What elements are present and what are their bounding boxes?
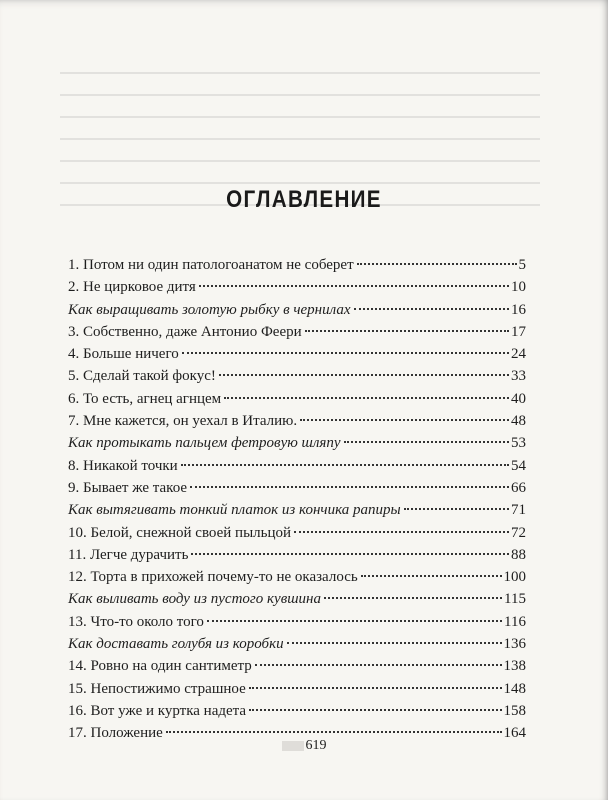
dot-leader [249,687,502,689]
dot-leader [300,419,509,421]
dot-leader [191,553,509,555]
toc-entry [68,633,526,655]
toc-entry [68,499,526,521]
dot-leader [207,620,502,622]
toc-entry-title: 9. Бывает же такое [68,479,188,496]
dot-leader [354,308,509,310]
toc-entry-title: Как выращивать золотую рыбку в чернилах [68,301,351,318]
toc-entry [68,544,526,566]
toc-entry-page: 100 [503,569,526,586]
toc-entry-page: 71 [511,502,526,519]
toc-entry [68,566,526,588]
toc-entry-page: 164 [503,725,526,742]
toc-entry-page: 10 [511,279,526,296]
dot-leader [404,508,509,510]
toc-entry-page: 5 [518,257,526,273]
dot-leader [324,597,502,599]
toc-entry [68,343,526,365]
toc-entry [68,254,526,276]
dot-leader [190,486,509,488]
toc-entry-title: 17. Положение [68,725,163,742]
toc-entry-title: 15. Непостижимо страшное [68,680,246,697]
toc-entry [68,655,526,677]
page-footer [0,738,608,754]
toc-entry [68,477,526,499]
toc-entry-title: 4. Больше ничего [68,346,179,363]
toc-entry-title: Как доставать голубя из коробки [68,636,284,653]
toc-entry-page: 24 [511,346,526,363]
dot-leader [199,285,509,287]
toc-entry-title: Как выливать воду из пустого кувшина [68,591,321,608]
toc-entry-page: 138 [503,658,526,675]
toc-entry-page: 48 [511,413,526,430]
toc-entry [68,522,526,544]
toc-entry [68,276,526,298]
dot-leader [181,464,509,466]
dot-leader [361,575,502,577]
toc-entry [68,388,526,410]
toc-entry [68,455,526,477]
toc-entry-title: 6. То есть, агнец агнцем [68,390,222,407]
toc-entry-page: 158 [503,702,526,719]
toc-entry-page: 16 [511,301,526,318]
dot-leader [357,263,517,265]
table-of-contents [68,254,526,745]
toc-entry-page: 148 [503,680,526,697]
toc-entry-page: 54 [511,457,526,474]
dot-leader [255,664,502,666]
dot-leader [182,352,509,354]
dot-leader [166,731,502,733]
toc-entry-title: 7. Мне кажется, он уехал в Италию. [68,413,298,430]
dot-leader [249,709,501,711]
toc-entry-title: 3. Собственно, даже Антонио Феери [68,323,302,340]
toc-entry-title: 1. Потом ни один патологоанатом не соберет [68,257,354,273]
toc-entry [68,611,526,633]
toc-entry-title: 10. Белой, снежной своей пыльцой [68,524,292,541]
toc-entry [68,410,526,432]
toc-entry [68,678,526,700]
toc-entry-page: 116 [504,613,526,630]
toc-entry-title: 11. Легче дурачить [68,546,189,563]
dot-leader [287,642,502,644]
page-number: 619 [305,738,327,753]
dot-leader [294,531,509,533]
dot-leader [224,397,509,399]
toc-entry-title: 5. Сделай такой фокус! [68,368,216,385]
toc-entry-title: 13. Что-то около того [68,613,204,630]
toc-entry-page: 72 [511,524,526,541]
toc-entry-page: 66 [511,479,526,496]
toc-entry-title: 14. Ровно на один сантиметр [68,658,252,675]
toc-entry-title: 2. Не цирковое дитя [68,279,196,296]
ink-smudge [282,741,304,751]
toc-entry [68,432,526,454]
toc-entry-title: 16. Вот уже и куртка надета [68,702,247,719]
toc-entry-title: Как протыкать пальцем фетровую шляпу [68,435,341,452]
toc-entry-page: 53 [511,435,526,452]
toc-entry-page: 33 [511,368,526,385]
toc-entry-page: 88 [511,546,526,563]
toc-entry-title: 8. Никакой точки [68,457,178,474]
toc-entry [68,321,526,343]
toc-entry-page: 40 [511,390,526,407]
toc-entry [68,700,526,722]
toc-entry-title: 12. Торта в прихожей почему-то не оказалось [68,569,358,586]
toc-entry-page: 115 [504,591,526,608]
dot-leader [305,330,509,332]
toc-entry [68,365,526,387]
dot-leader [219,374,509,376]
page-title: ОГЛАВЛЕНИЕ [226,186,382,213]
toc-entry-page: 17 [511,323,526,340]
dot-leader [344,441,509,443]
bleed-through-text [60,72,540,252]
toc-entry [68,588,526,610]
toc-entry-page: 136 [503,636,526,653]
toc-entry-title: Как вытягивать тонкий платок из кончика рапиры [68,502,401,519]
toc-entry [68,299,526,321]
